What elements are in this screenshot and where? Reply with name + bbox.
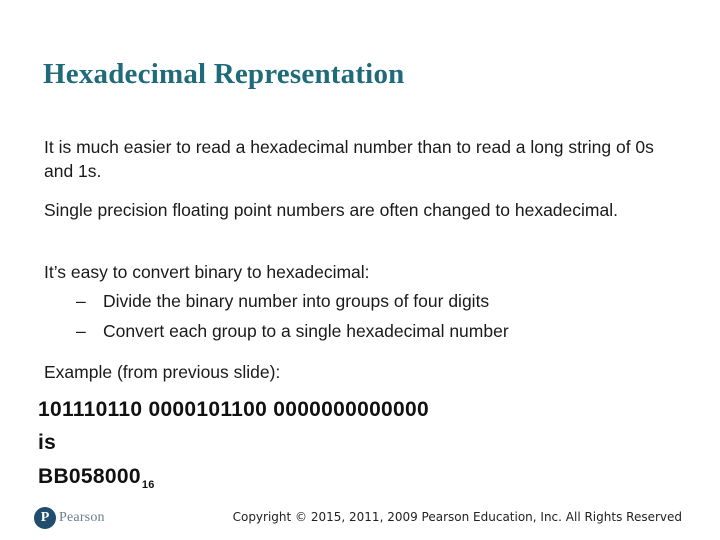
bullet-dash: – <box>76 291 86 311</box>
example-is-label: is <box>38 431 57 454</box>
paragraph-conversion-intro: It’s easy to convert binary to hexadecimal: <box>44 262 370 282</box>
paragraph-example-label: Example (from previous slide): <box>44 362 281 382</box>
hex-value: BB058000 <box>38 465 141 488</box>
pearson-logo <box>34 506 105 530</box>
paragraph-single-precision: Single precision floating point numbers are often changed to hexadecimal. <box>44 200 618 220</box>
sub-bullet-divide <box>76 291 489 312</box>
pearson-logo-wordmark: Pearson <box>59 510 105 525</box>
hex-base-subscript: 16 <box>141 479 155 491</box>
copyright-notice: Copyright © 2015, 2011, 2009 Pearson Education, Inc. All Rights Reserved <box>232 510 682 524</box>
paragraph-hex-readability: It is much easier to read a hexadecimal number than to read a long string of 0s and 1s. <box>44 137 654 181</box>
sub-bullet-convert <box>76 321 509 342</box>
example-binary-number: 101110110 0000101100 0000000000000 <box>38 398 429 421</box>
sub-bullet-text: Divide the binary number into groups of four digits <box>103 291 490 311</box>
pearson-logo-icon: P <box>34 507 56 529</box>
bullet-dash: – <box>76 321 86 341</box>
example-hex-number <box>38 465 155 491</box>
slide-title: Hexadecimal Representation <box>43 58 405 90</box>
sub-bullet-text: Convert each group to a single hexadecimal number <box>103 321 509 341</box>
